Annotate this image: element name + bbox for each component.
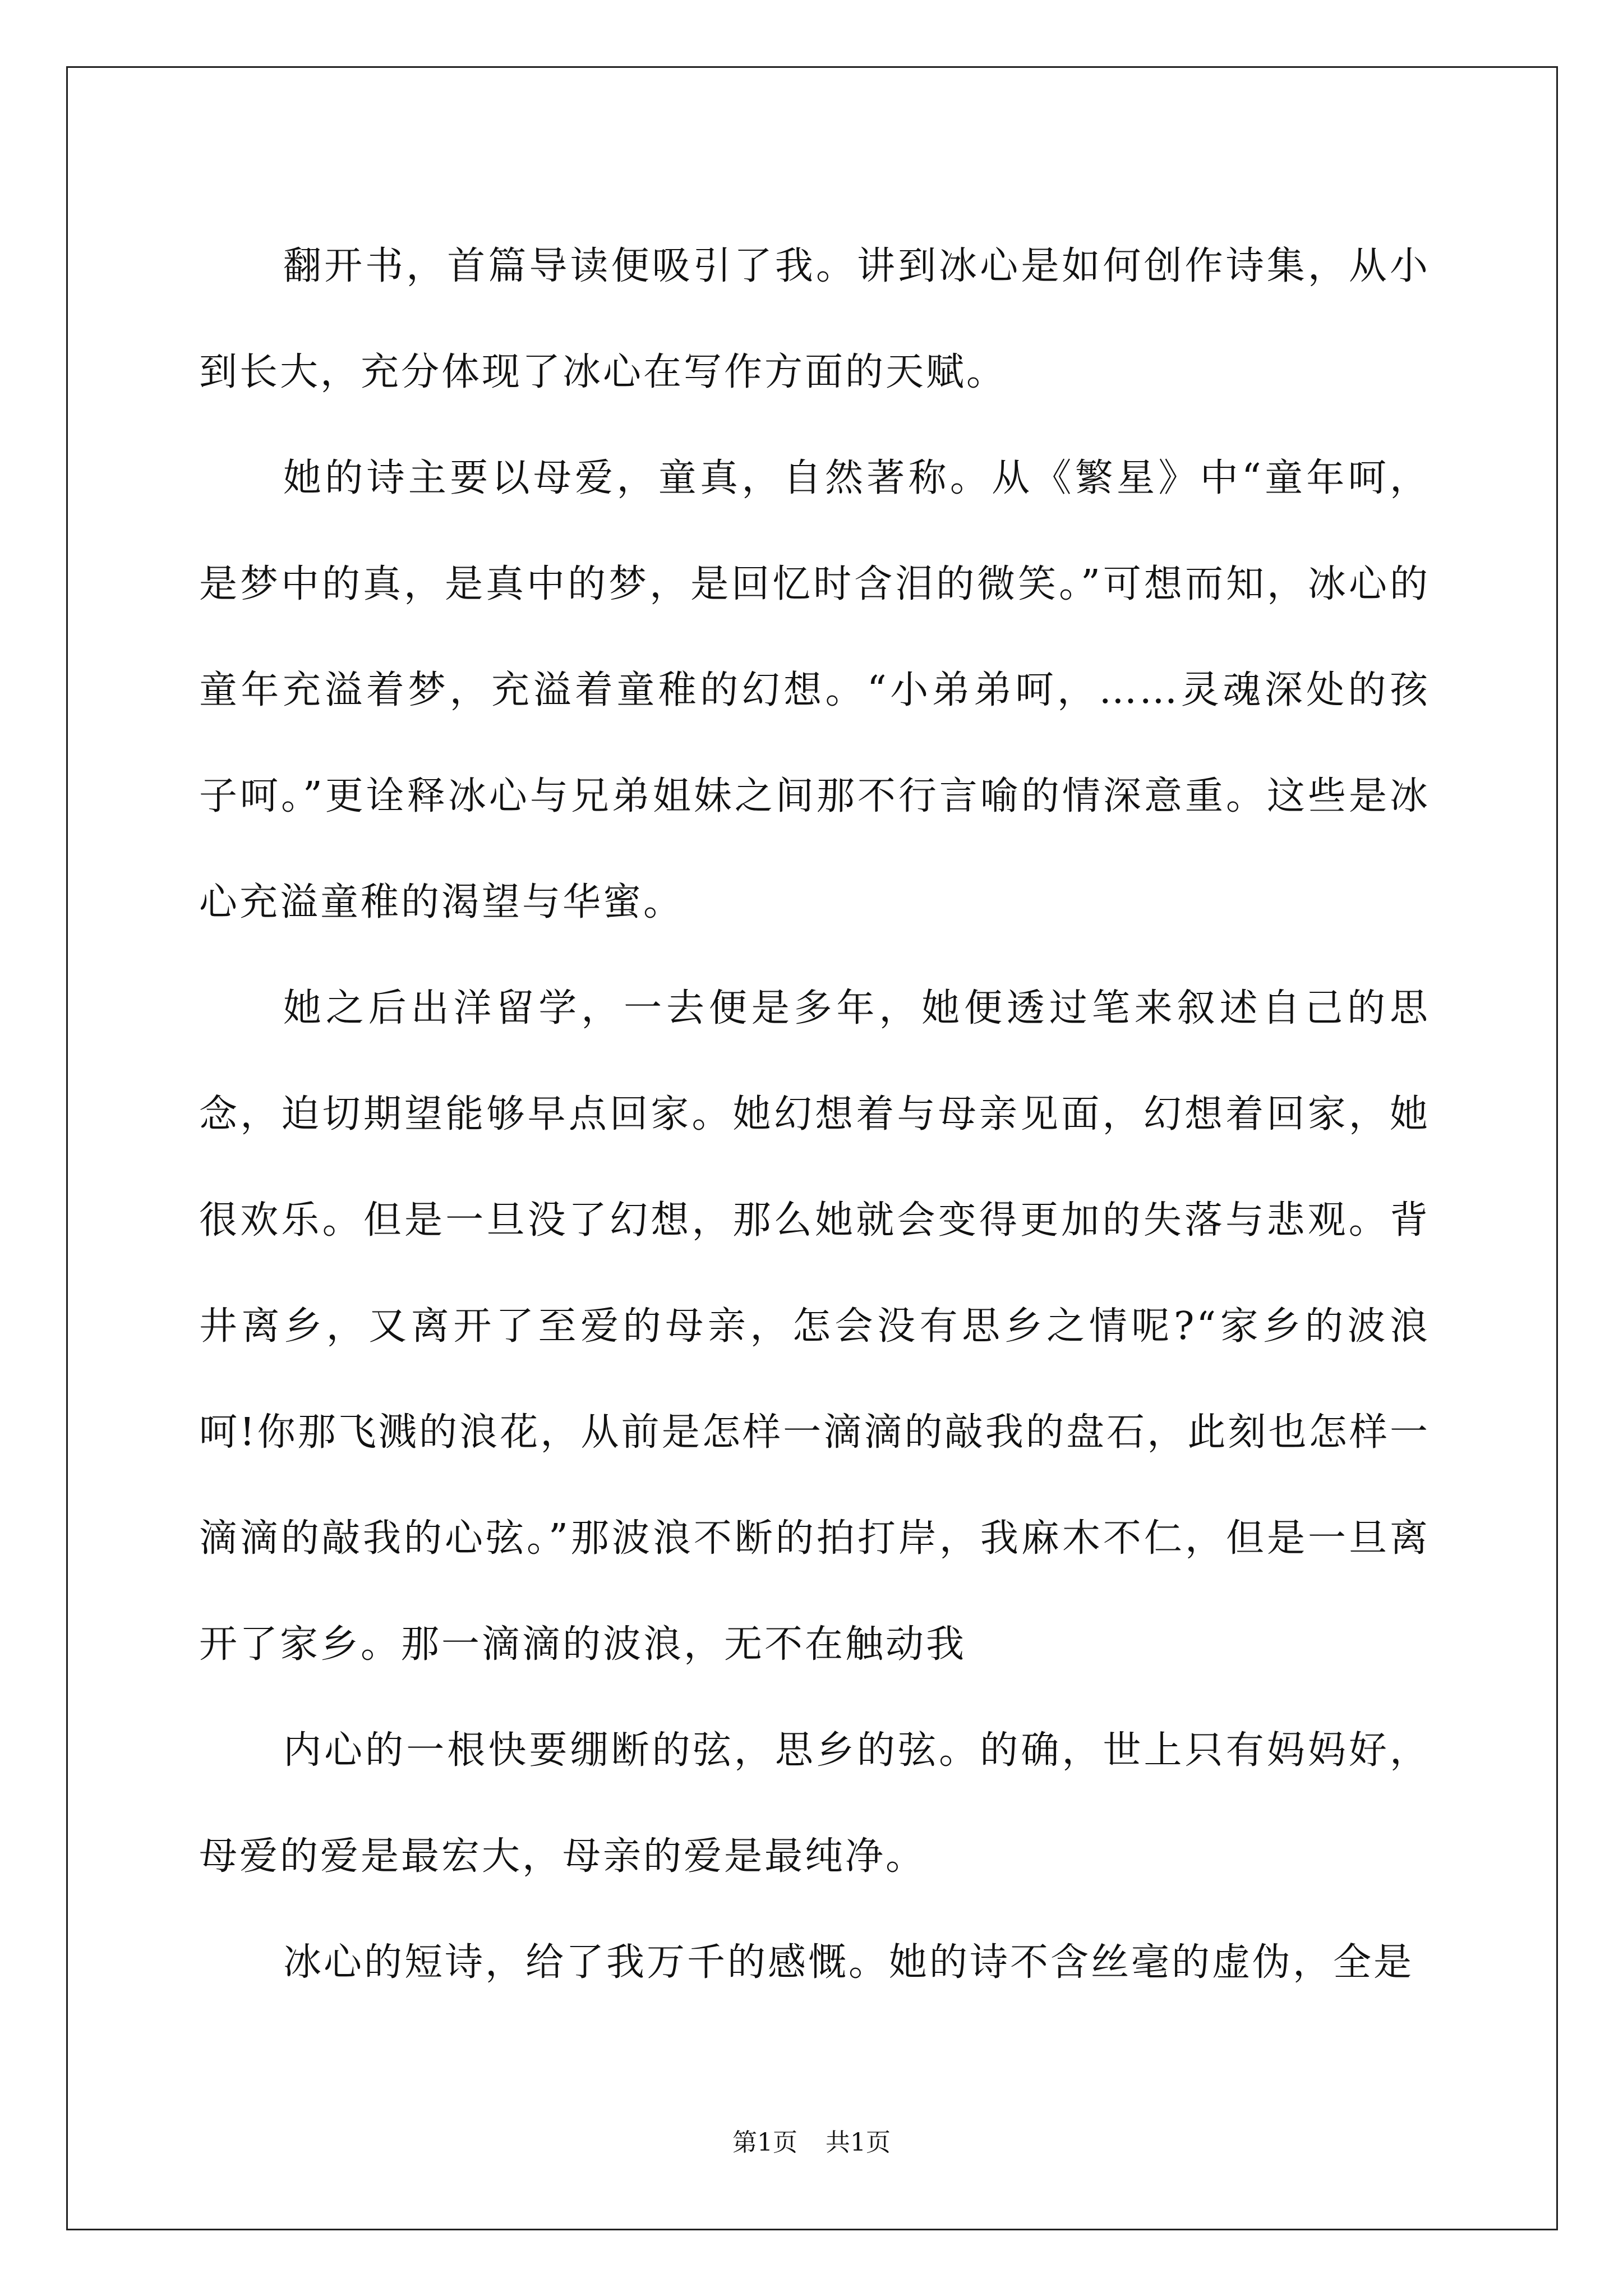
paragraph: 翻开书，首篇导读便吸引了我。讲到冰心是如何创作诗集，从小到长大，充分体现了冰心在写作方面的天赋。 [199,244,1430,394]
paragraph: 冰心的短诗，给了我万千的感慨。她的诗不含丝毫的虚伪，全是 [283,1940,1414,1985]
paragraph: 她的诗主要以母爱，童真，自然著称。从《繁星》中“童年呵，是梦中的真，是真中的梦，是回忆时含泪的微笑。”可想而知，冰心的童年充溢着梦，充溢着童稚的幻想。“小弟弟呵，……灵魂深处的孩子呵。”更诠释冰心与兄弟姐妹之间那不行言喻的情深意重。这些是冰心充溢童稚的渴望与华蜜。 [199,456,1431,924]
page-number: 第1页 [732,2128,797,2157]
document-body [199,213,1430,2016]
paragraph: 内心的一根快要绷断的弦，思乡的弦。的确，世上只有妈妈好，母爱的爱是最宏大，母亲的爱是最纯净。 [199,1728,1430,1879]
paragraph: 她之后出洋留学，一去便是多年，她便透过笔来叙述自己的思念，迫切期望能够早点回家。她幻想着与母亲见面，幻想着回家，她很欢乐。但是一旦没了幻想，那么她就会变得更加的失落与悲观。背井离乡，又离开了至爱的母亲，怎会没有思乡之情呢?“家乡的波浪呵!你那飞溅的浪花，从前是怎样一滴滴的敲我的盘石，此刻也怎样一滴滴的敲我的心弦。”那波浪不断的拍打岸，我麻木不仁，但是一旦离开了家乡。那一滴滴的波浪，无不在触动我 [199,986,1430,1667]
page-footer [0,2126,1623,2160]
page-total: 共1页 [826,2128,891,2157]
